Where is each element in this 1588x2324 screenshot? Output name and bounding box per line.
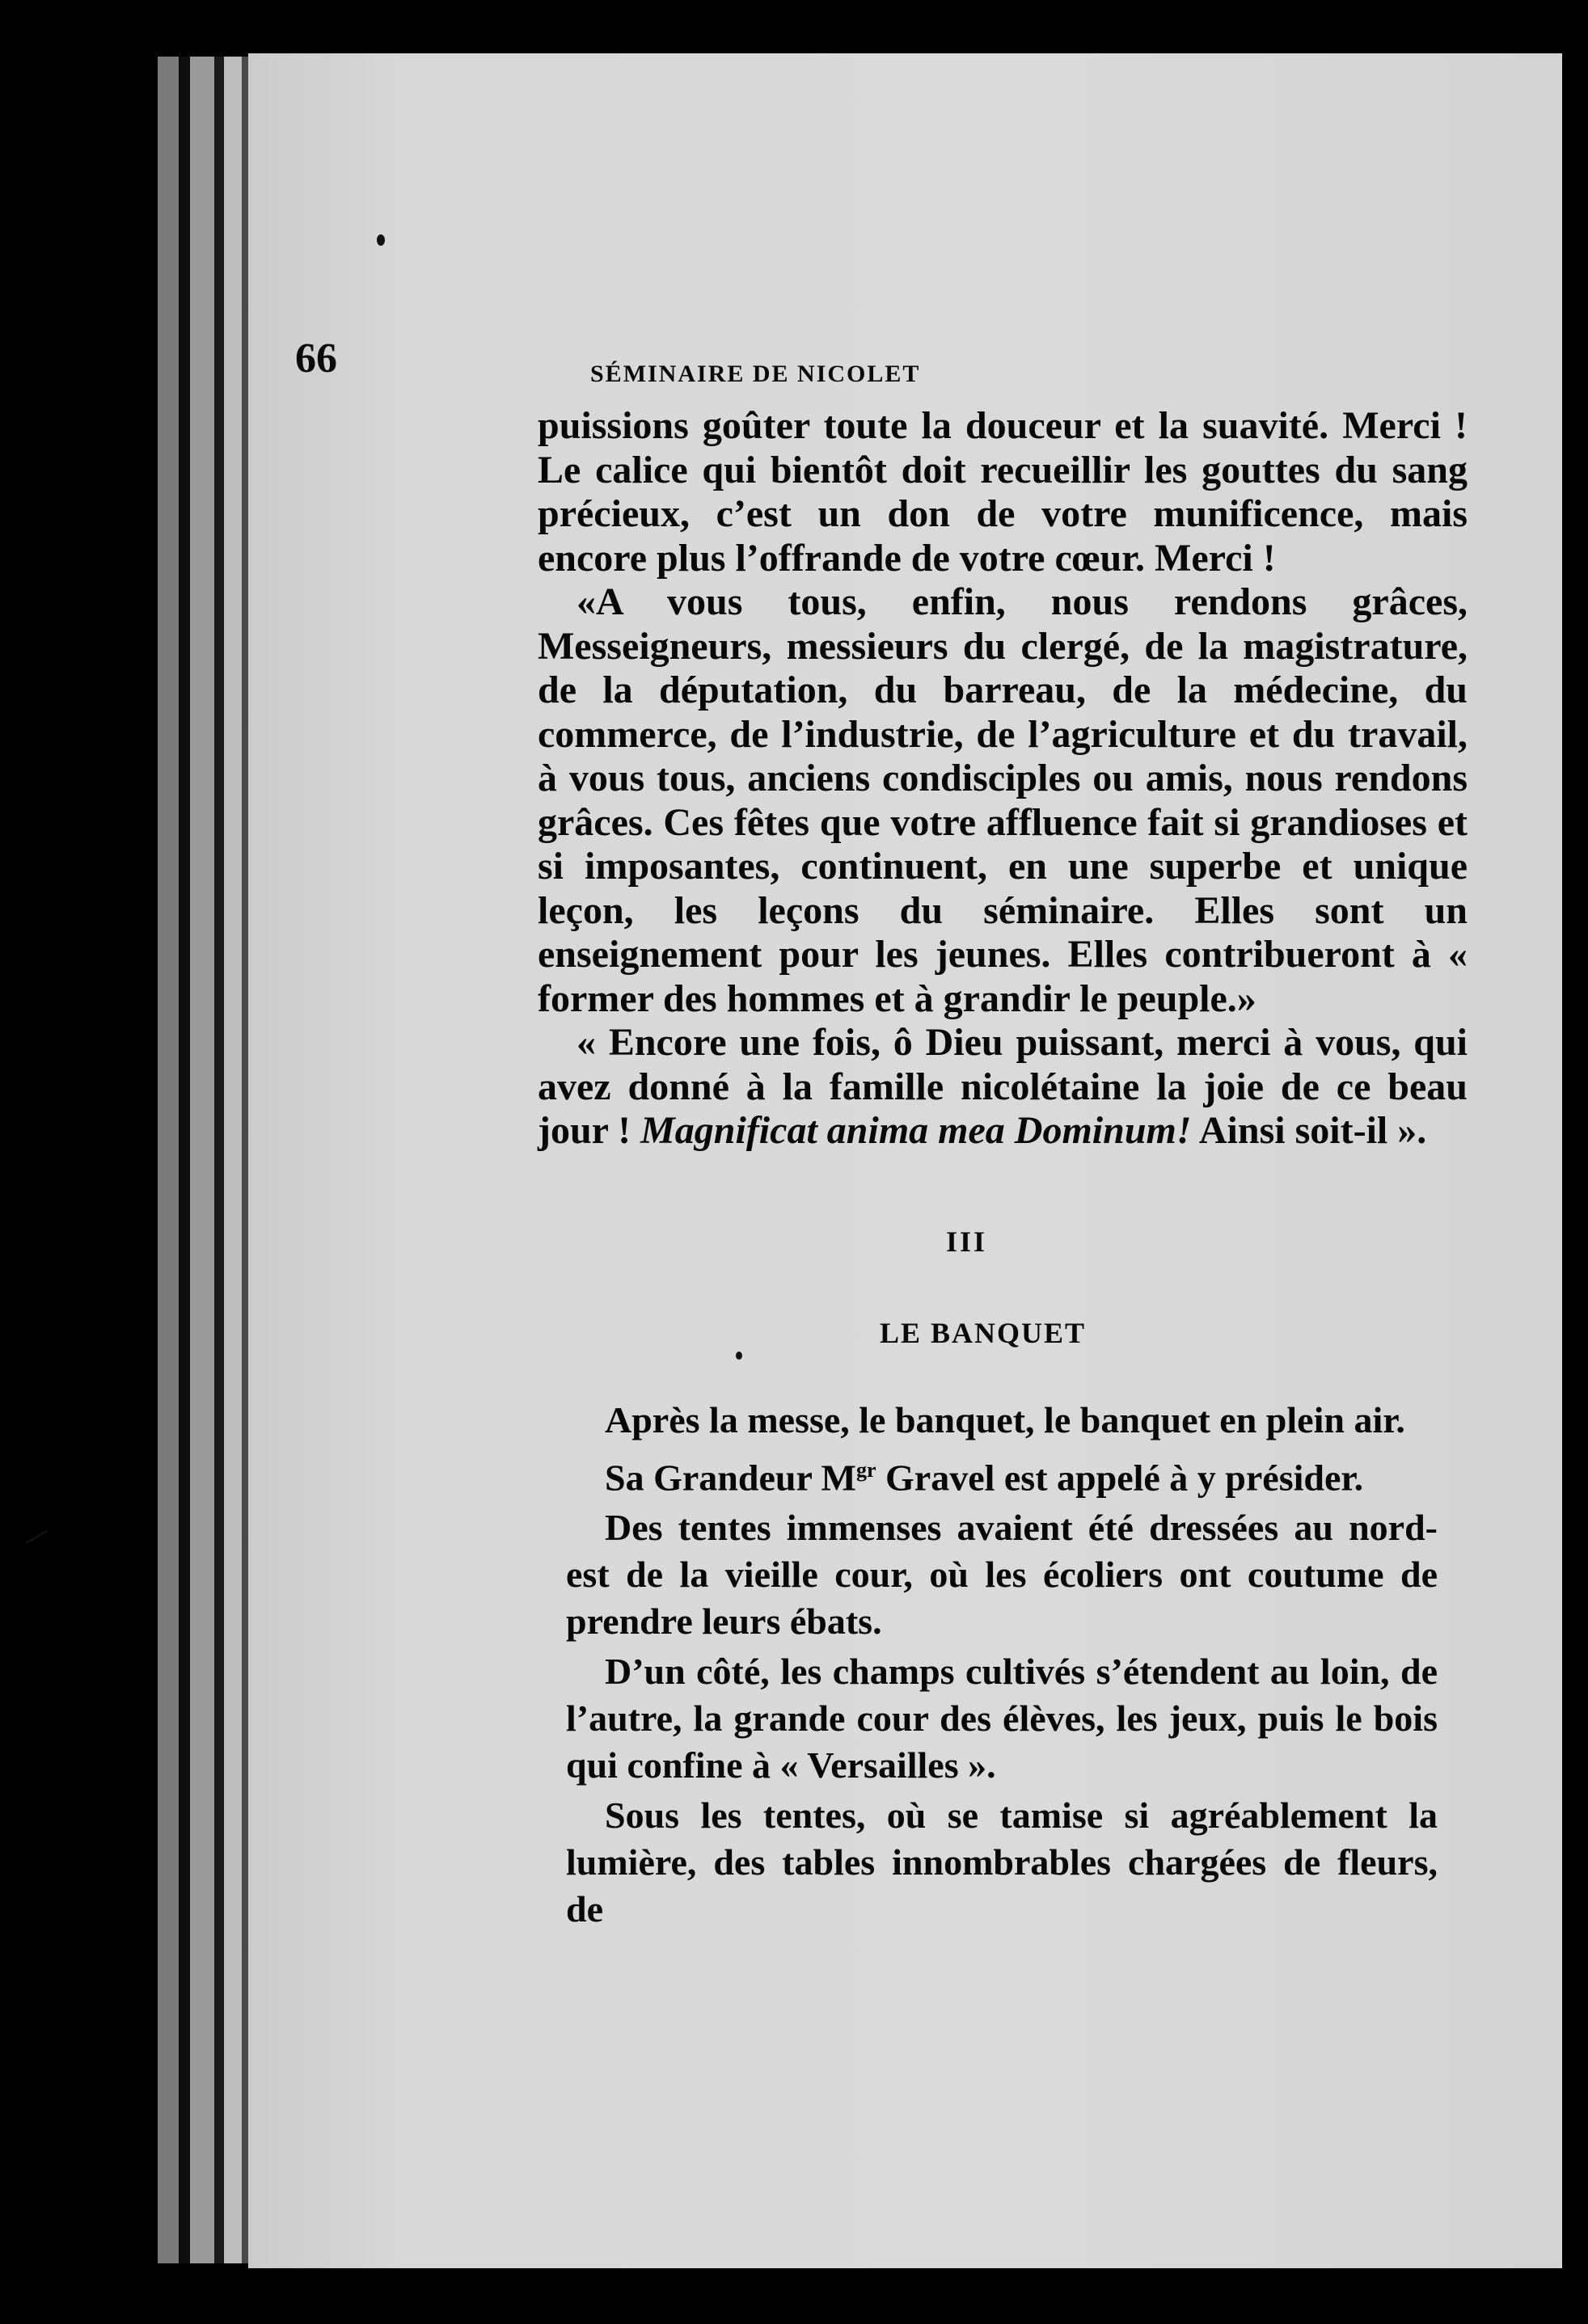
- page-edge-stripe: [190, 57, 214, 2263]
- scan-speck: [25, 1530, 47, 1545]
- final-paragraph-text: « Encore une fois, ô Dieu puissant, merci à vous, qui avez donné à la famille nicolétaine la joie de ce beau jour !: [538, 1021, 1468, 1152]
- running-title: SÉMINAIRE DE NICOLET: [590, 361, 921, 387]
- scan-speck: [736, 1352, 742, 1360]
- paragraph: «A vous tous, enfin, nous rendons grâces, Messeigneurs, messieurs du clergé, de la magistrature, de la députation, du barreau, de la médecine, du commerce, de l’industrie, de l’agriculture et du travail, à vous tous, anciens condisciples ou amis, nous rendons grâces. Ces fêtes que votre affluence fait si grandioses et si imposantes, continuent, en une superbe et unique leçon, les leçons du séminaire. Elles sont un enseignement pour les jeunes. Elles contribueront à « former des hommes et à grandir le peuple.»: [538, 580, 1468, 1020]
- body-text-lower: [566, 1397, 1438, 1933]
- page-edge-stripe: [224, 57, 242, 2263]
- paragraph: Des tentes immenses avaient été dressées au nord-est de la vieille cour, où les écoliers ont coutume de prendre leurs ébats.: [566, 1507, 1438, 1643]
- page-edge-stripe: [158, 57, 179, 2263]
- scan-speck: [377, 234, 385, 246]
- final-paragraph-end: Ainsi soit-il ».: [1191, 1109, 1427, 1152]
- abbrev-superscript: gr: [855, 1458, 876, 1482]
- section-number: III: [946, 1225, 988, 1258]
- final-paragraph: [538, 1021, 1468, 1154]
- paragraph: Sous les tentes, où se tamise si agréablement la lumière, des tables innombrables chargées de fleurs, de: [566, 1795, 1438, 1930]
- paragraph: Après la messe, le banquet, le banquet en plein air.: [605, 1399, 1405, 1440]
- grandeur-text-end: Gravel est appelé à y présider.: [876, 1457, 1364, 1499]
- page-edge-stripe: [242, 57, 248, 2263]
- page-edge-stripe: [179, 57, 190, 2263]
- latin-phrase: Magnificat anima mea Dominum!: [640, 1109, 1192, 1152]
- paragraph: puissions goûter toute la douceur et la suavité. Merci ! Le calice qui bientôt doit recueillir les gouttes du sang précieux, c’est un don de votre munificence, mais encore plus l’offrande de votre cœur. Merci !: [538, 404, 1468, 580]
- grandeur-text: Sa Grandeur M: [605, 1457, 856, 1499]
- paragraph: D’un côté, les champs cultivés s’étendent au loin, de l’autre, la grande cour des élèves, les jeux, puis le bois qui confine à « Versailles ».: [566, 1651, 1438, 1786]
- grandeur-paragraph: [566, 1447, 1438, 1501]
- page-edge-stripe: [214, 57, 224, 2263]
- section-title: LE BANQUET: [880, 1317, 1087, 1349]
- body-text-upper: [538, 404, 1468, 1154]
- page-number: 66: [295, 335, 337, 382]
